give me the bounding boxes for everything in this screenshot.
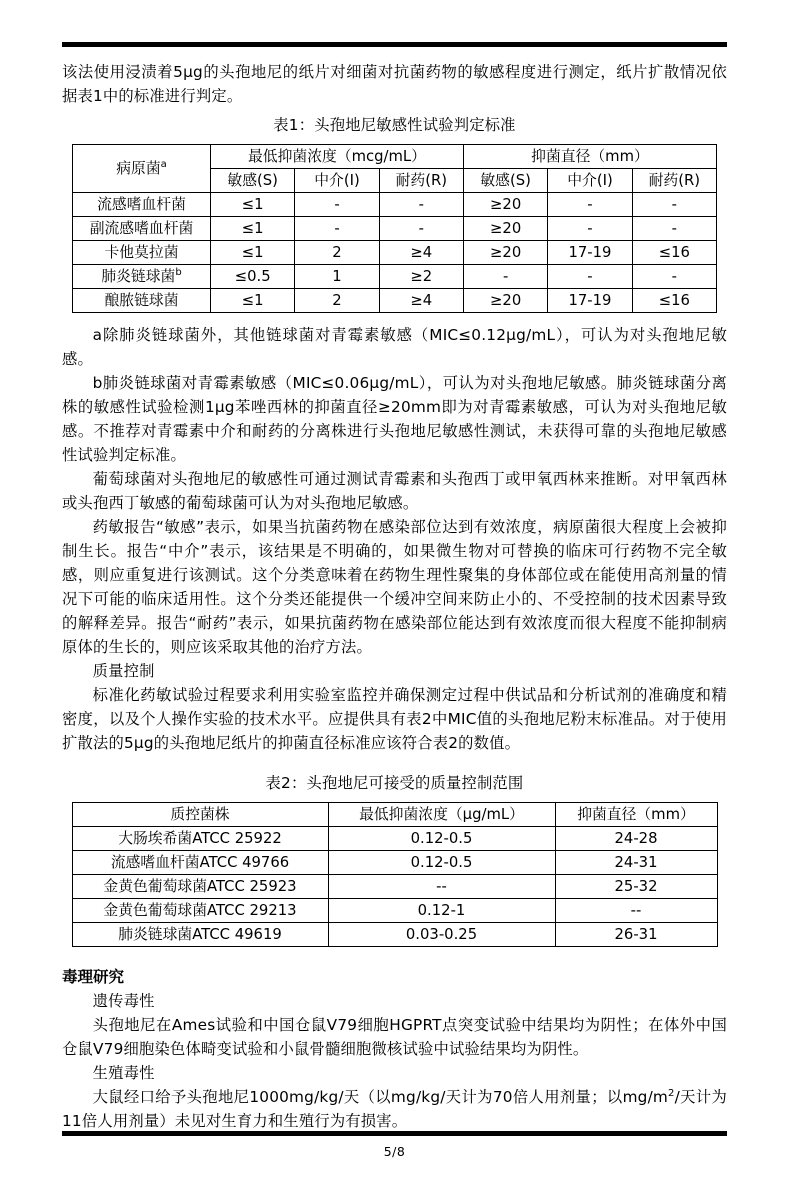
value-cell: -: [632, 193, 716, 217]
value-cell: -: [632, 265, 716, 289]
intro-paragraph: 该法使用浸渍着5μg的头孢地尼的纸片对细菌对抗菌药物的敏感程度进行测定，纸片扩散情况依据表1中的标准进行判定。: [62, 63, 727, 105]
organism-cell: [73, 217, 211, 241]
table1-subheader: 中介(I): [548, 169, 632, 193]
table2-row: [72, 899, 717, 923]
top-border-rule: [62, 42, 727, 47]
page-footer: [62, 1131, 727, 1159]
table1-subheader: 耐药(R): [379, 169, 463, 193]
value-cell: --: [555, 899, 717, 923]
value-cell: --: [328, 875, 555, 899]
value-cell: ≥20: [463, 217, 547, 241]
bottom-border-rule: [62, 1131, 727, 1136]
strain-cell: 金黄色葡萄球菌ATCC 25923: [72, 875, 328, 899]
table2-row: [72, 875, 717, 899]
table2-header-row: [72, 803, 717, 827]
table1-row: [73, 193, 717, 217]
strain-cell: 大肠埃希菌ATCC 25922: [72, 827, 328, 851]
value-cell: -: [548, 265, 632, 289]
table1-pathogen-header: [73, 145, 211, 193]
value-cell: 1: [295, 265, 379, 289]
value-cell: ≥2: [379, 265, 463, 289]
table1-mic-group-header: 最低抑菌浓度（mcg/mL）: [211, 145, 464, 169]
value-cell: ≥4: [379, 241, 463, 265]
staphylococci-paragraph: 葡萄球菌对头孢地尼的敏感性可通过测试青霉素和头孢西丁或甲氧西林来推断。对甲氧西林或头孢西丁敏感的葡萄球菌可认为对头孢地尼敏感。: [62, 470, 727, 512]
table2-quality-control-ranges: [72, 802, 718, 947]
table1-zone-group-header: 抑菌直径（mm）: [463, 145, 716, 169]
page-number: 5/8: [383, 1144, 406, 1159]
footnote-b: b肺炎链球菌对青霉素敏感（MIC≤0.06μg/mL），可认为对头孢地尼敏感。肺炎链球菌分离株的敏感性试验检测1μg苯唑西林的抑菌直径≥20mm即为对青霉素敏感，可认为对头孢地尼敏感。不推荐对青霉素中介和耐药的分离株进行头孢地尼敏感性测试，未获得可靠的头孢地尼敏感性试验判定标准。: [62, 374, 727, 464]
value-cell: ≤16: [632, 241, 716, 265]
organism-name: 卡他莫拉菌: [104, 243, 179, 261]
value-cell: ≤1: [211, 193, 295, 217]
table1-row: [73, 265, 717, 289]
value-cell: -: [463, 265, 547, 289]
value-cell: 24-28: [555, 827, 717, 851]
table1-subheader: 耐药(R): [632, 169, 716, 193]
pathogen-header-superscript: a: [160, 159, 167, 171]
table2-title: 表2：头孢地尼可接受的质量控制范围: [265, 774, 524, 792]
value-cell: -: [379, 193, 463, 217]
value-cell: ≤16: [632, 289, 716, 313]
organism-name: 酿脓链球菌: [104, 291, 179, 309]
value-cell: -: [379, 217, 463, 241]
table1-header-row-groups: [73, 145, 717, 169]
value-cell: ≥4: [379, 289, 463, 313]
strain-cell: 金黄色葡萄球菌ATCC 29213: [72, 899, 328, 923]
repro-text-before: 大鼠经口给予头孢地尼1000mg/kg/天（以mg/kg/天计为70倍人用剂量；以mg/m: [92, 1088, 669, 1106]
value-cell: 2: [295, 241, 379, 265]
table2-row: [72, 851, 717, 875]
strain-cell: 肺炎链球菌ATCC 49619: [72, 923, 328, 947]
value-cell: ≤1: [211, 241, 295, 265]
value-cell: 0.12-1: [328, 899, 555, 923]
value-cell: 2: [295, 289, 379, 313]
value-cell: ≤1: [211, 289, 295, 313]
value-cell: ≤1: [211, 217, 295, 241]
value-cell: -: [295, 217, 379, 241]
toxicology-section-heading: 毒理研究: [62, 968, 125, 986]
organism-name: 流感嗜血杆菌: [97, 195, 186, 213]
value-cell: ≥20: [463, 241, 547, 265]
repro-text-after: /天计为11倍人用剂量）未见对生育力和生殖行为有损害。: [62, 1088, 727, 1130]
table2-strain-header: 质控菌株: [72, 803, 328, 827]
value-cell: -: [632, 217, 716, 241]
organism-superscript: b: [175, 267, 182, 279]
value-cell: -: [295, 193, 379, 217]
value-cell: ≥20: [463, 289, 547, 313]
organism-cell: [73, 265, 211, 289]
organism-name: 肺炎链球菌: [101, 267, 176, 285]
organism-cell: [73, 241, 211, 265]
organism-cell: [73, 289, 211, 313]
table2-row: [72, 923, 717, 947]
value-cell: -: [548, 193, 632, 217]
value-cell: 17-19: [548, 241, 632, 265]
strain-cell: 流感嗜血杆菌ATCC 49766: [72, 851, 328, 875]
value-cell: -: [548, 217, 632, 241]
table1-subheader: 中介(I): [295, 169, 379, 193]
value-cell: 26-31: [555, 923, 717, 947]
table2-row: [72, 827, 717, 851]
quality-control-subheading: 质量控制: [92, 662, 155, 680]
value-cell: ≤0.5: [211, 265, 295, 289]
quality-control-paragraph: 标准化药敏试验过程要求利用实验室监控并确保测定过程中供试品和分析试剂的准确度和精密度，以及个人操作实验的技术水平。应提供具有表2中MIC值的头孢地尼粉末标准品。对于使用扩散法的5μg的头孢地尼纸片的抑菌直径标准应该符合表2的数值。: [62, 686, 727, 752]
value-cell: 17-19: [548, 289, 632, 313]
table1-susceptibility-criteria: [72, 144, 717, 313]
table1-title: 表1：头孢地尼敏感性试验判定标准: [273, 116, 516, 134]
squared-superscript: 2: [668, 1087, 675, 1099]
value-cell: 0.03-0.25: [328, 923, 555, 947]
value-cell: 24-31: [555, 851, 717, 875]
genotoxicity-paragraph: 头孢地尼在Ames试验和中国仓鼠V79细胞HGPRT点突变试验中结果均为阴性；在体外中国仓鼠V79细胞染色体畸变试验和小鼠骨髓细胞微核试验中试验结果均为阴性。: [62, 1016, 727, 1058]
table1-subheader: 敏感(S): [463, 169, 547, 193]
footnote-a: a除肺炎链球菌外，其他链球菌对青霉素敏感（MIC≤0.12μg/mL），可认为对头孢地尼敏感。: [62, 326, 727, 368]
reproductive-toxicity-paragraph: [62, 1085, 727, 1133]
susceptibility-report-paragraph: 药敏报告“敏感”表示，如果当抗菌药物在感染部位达到有效浓度，病原菌很大程度上会被抑制生长。报告“中介”表示，该结果是不明确的，如果微生物对可替换的临床可行药物不完全敏感，则应重复进行该测试。这个分类意味着在药物生理性聚集的身体部位或在能使用高剂量的情况下可能的临床适用性。这个分类还能提供一个缓冲空间来防止小的、不受控制的技术因素导致的解释差异。报告“耐药”表示，如果抗菌药物在感染部位能达到有效浓度而很大程度不能抑制病原体的生长的，则应该采取其他的治疗方法。: [62, 518, 727, 656]
value-cell: 25-32: [555, 875, 717, 899]
organism-cell: [73, 193, 211, 217]
table1-subheader: 敏感(S): [211, 169, 295, 193]
table1-row: [73, 217, 717, 241]
genotoxicity-subheading: 遗传毒性: [92, 992, 155, 1010]
table1-row: [73, 241, 717, 265]
organism-name: 副流感嗜血杆菌: [89, 219, 194, 237]
table2-mic-header: 最低抑菌浓度（μg/mL）: [328, 803, 555, 827]
reproductive-toxicity-subheading: 生殖毒性: [92, 1064, 155, 1082]
table1-row: [73, 289, 717, 313]
value-cell: 0.12-0.5: [328, 827, 555, 851]
table2-zone-header: 抑菌直径（mm）: [555, 803, 717, 827]
value-cell: 0.12-0.5: [328, 851, 555, 875]
pathogen-header-label: 病原菌: [116, 159, 161, 177]
value-cell: ≥20: [463, 193, 547, 217]
